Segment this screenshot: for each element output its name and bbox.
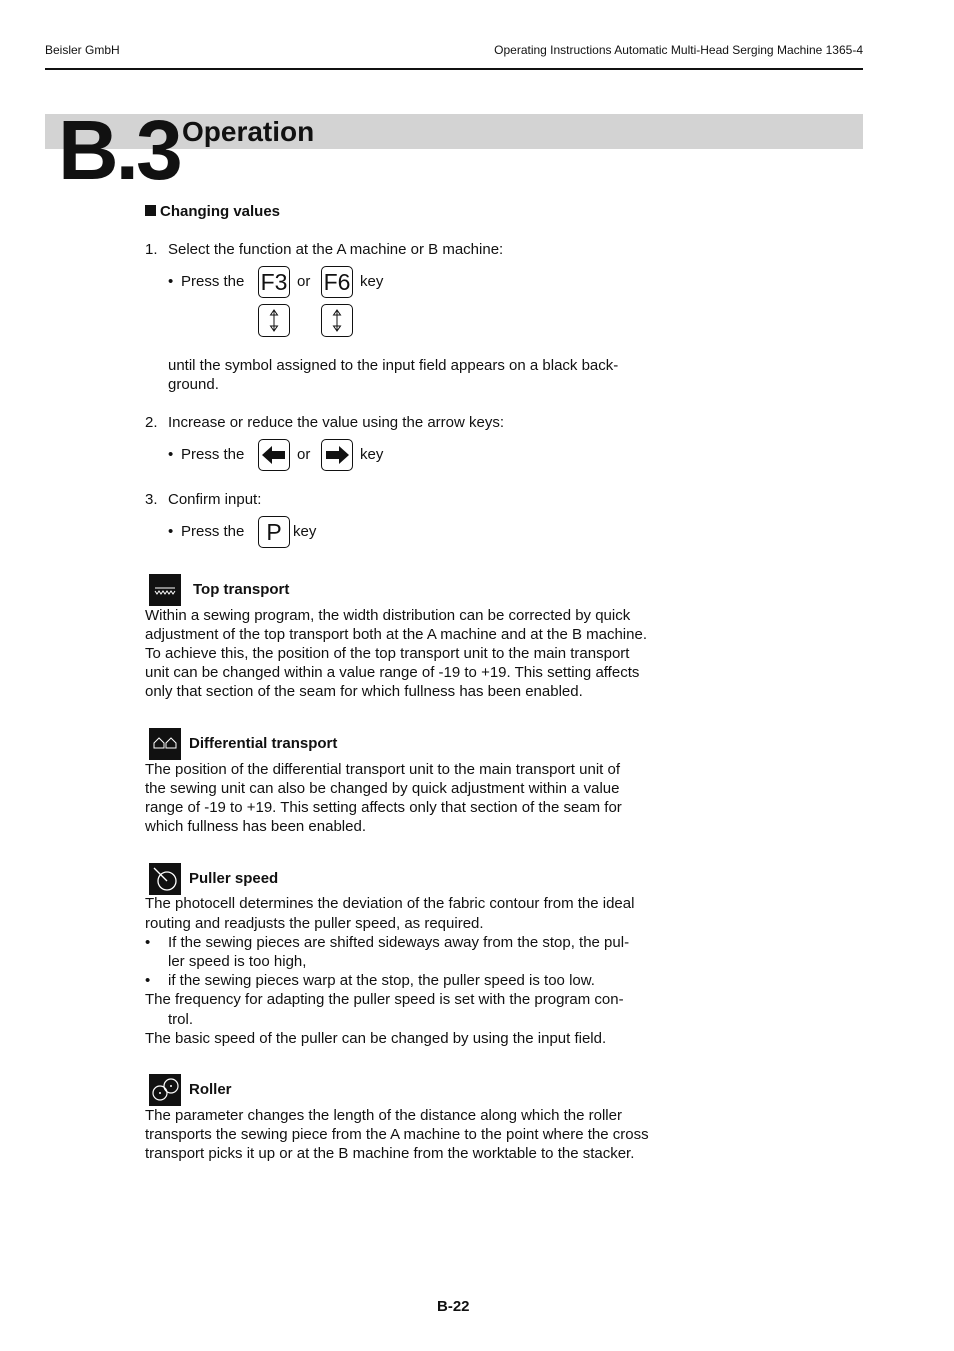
step3-number: 3. (145, 491, 158, 508)
up-down-arrow-key-icon[interactable] (321, 304, 353, 337)
top-transport-icon (149, 574, 181, 606)
roller-icon (149, 1074, 181, 1106)
step3-text: Confirm input: (168, 491, 262, 508)
left-arrow-key-icon[interactable] (258, 439, 290, 471)
page-number: B-22 (437, 1298, 470, 1315)
step2-text: Increase or reduce the value using the arrow keys: (168, 414, 505, 431)
puller-speed-heading: Puller speed (189, 870, 279, 887)
puller-speed-line: routing and readjusts the puller speed, as required. (145, 915, 484, 932)
up-down-arrow-key-icon[interactable] (258, 304, 290, 337)
step2-number: 2. (145, 414, 158, 431)
key-label: key (360, 446, 384, 463)
puller-speed-line: The photocell determines the deviation of the fabric contour from the ideal (145, 895, 635, 912)
press-the-label: Press the (181, 446, 245, 463)
differential-transport-line: the sewing unit can also be changed by quick adjustment within a value (145, 780, 620, 797)
bullet: • (168, 523, 174, 540)
top-transport-line: Within a sewing program, the width distribution can be corrected by quick (145, 607, 631, 624)
or-label: or (297, 446, 311, 463)
differential-transport-heading: Differential transport (189, 735, 338, 752)
puller-speed-icon (149, 863, 181, 895)
differential-transport-line: The position of the differential transport unit to the main transport unit of (145, 761, 620, 778)
header-rule (45, 68, 863, 70)
puller-speed-line: The frequency for adapting the puller speed is set with the program con- (145, 991, 624, 1008)
header-doc-title: Operating Instructions Automatic Multi-Head Serging Machine 1365-4 (494, 43, 863, 57)
differential-transport-line: which fullness has been enabled. (145, 818, 366, 835)
key-label: key (360, 273, 384, 290)
step1-number: 1. (145, 241, 158, 258)
press-the-label: Press the (181, 273, 245, 290)
header-company: Beisler GmbH (45, 43, 120, 57)
step1-after-line2: ground. (168, 376, 219, 393)
right-arrow-key-icon[interactable] (321, 439, 353, 471)
top-transport-line: To achieve this, the position of the top transport unit to the main transport (145, 645, 630, 662)
bullet: • (168, 446, 174, 463)
section-number: B.3 (58, 103, 180, 197)
section-title: Operation (182, 116, 315, 147)
press-the-label: Press the (181, 523, 245, 540)
changing-values-heading: Changing values (145, 202, 280, 221)
differential-transport-line: range of -19 to +19. This setting affects only that section of the seam for (145, 799, 622, 816)
puller-speed-bullet-text: If the sewing pieces are shifted sideways away from the stop, the pul- (168, 934, 630, 951)
top-transport-line: unit can be changed within a value range of -19 to +19. This setting affects (145, 664, 640, 681)
step1-after-line1: until the symbol assigned to the input field appears on a black back- (168, 357, 619, 374)
f3-key[interactable]: F3 (258, 266, 290, 298)
key-label: key (293, 523, 317, 540)
step1-text: Select the function at the A machine or B machine: (168, 241, 504, 258)
top-transport-heading: Top transport (193, 581, 290, 598)
puller-speed-bullet-text: ler speed is too high, (168, 953, 307, 970)
f6-key[interactable]: F6 (321, 266, 353, 298)
roller-heading: Roller (189, 1081, 232, 1098)
roller-line: transport picks it up or at the B machine from the worktable to the stacker. (145, 1145, 635, 1162)
top-transport-line: adjustment of the top transport both at the A machine and at the B machine. (145, 626, 647, 643)
roller-line: The parameter changes the length of the distance along which the roller (145, 1107, 622, 1124)
puller-speed-line: The basic speed of the puller can be changed by using the input field. (145, 1030, 607, 1047)
bullet: • (168, 273, 174, 290)
puller-speed-line: trol. (168, 1011, 194, 1028)
bullet: • (145, 972, 151, 989)
or-label: or (297, 273, 311, 290)
square-bullet-icon (145, 205, 156, 216)
puller-speed-bullet-text: if the sewing pieces warp at the stop, the puller speed is too low. (168, 972, 595, 989)
p-key[interactable]: P (258, 516, 290, 548)
top-transport-line: only that section of the seam for which fullness has been enabled. (145, 683, 583, 700)
roller-line: transports the sewing piece from the A machine to the point where the cross (145, 1126, 649, 1143)
differential-transport-icon (149, 728, 181, 760)
bullet: • (145, 934, 151, 951)
